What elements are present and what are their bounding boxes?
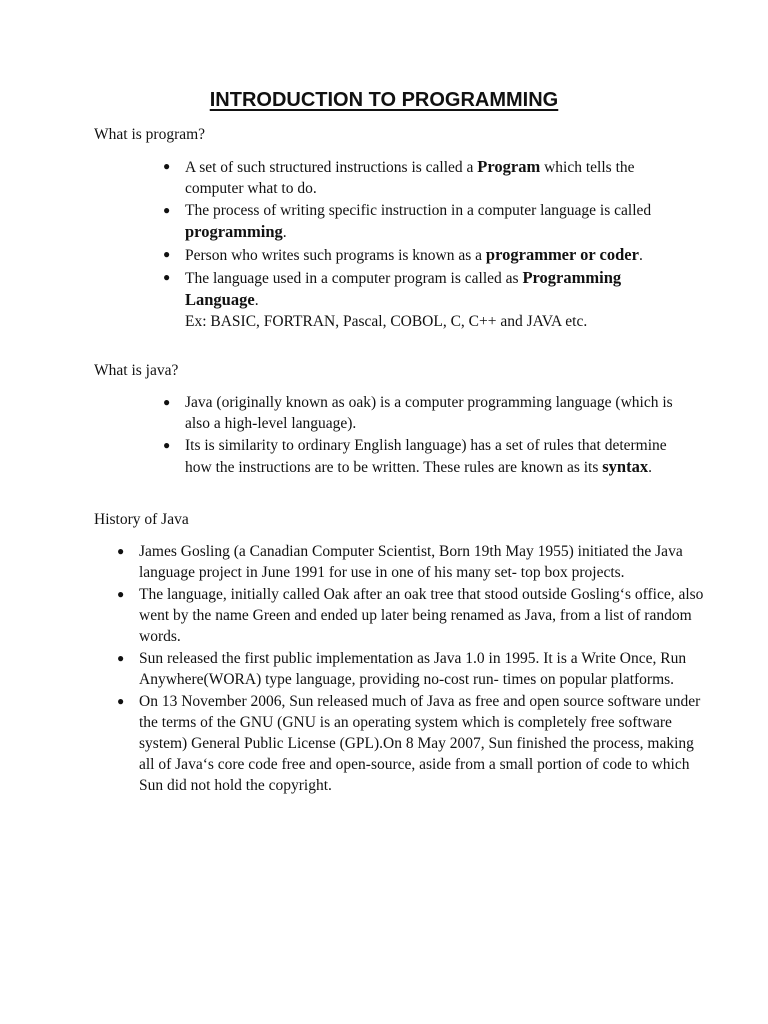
section-heading-java: What is java? <box>94 362 179 379</box>
list-item: ● Sun released the first public implementation as Java 1.0 in 1995. It is a Write Once, Run Anywhere(WORA) type language, providing no-cost run- times on popular platforms. <box>117 650 687 688</box>
bullet-icon: ● <box>163 270 171 284</box>
section-heading-history: History of Java <box>94 511 189 528</box>
list-item: ● On 13 November 2006, Sun released much of Java as free and open source software under the terms of the GNU (GNU is an operating system which is completely free software system) General Public License (GPL).On 8 May 2007, Sun finished the process, making all of Java‘s core code free and open-source, aside from a small portion of code to which Sun did not hold the copyright. <box>117 693 701 794</box>
list-item: ● Its is similarity to ordinary English language) has a set of rules that determine how the instructions are to be written. These rules are known as its syntax. <box>163 437 667 476</box>
bullet-icon: ● <box>117 651 125 665</box>
list-item: ● Person who writes such programs is known as a programmer or coder. <box>163 245 643 264</box>
bullet-icon: ● <box>163 159 171 173</box>
bullet-icon: ● <box>117 544 125 558</box>
list-item: ● James Gosling (a Canadian Computer Scientist, Born 19th May 1955) initiated the Java language project in June 1991 for use in one of his many set- top box projects. <box>117 543 683 581</box>
bullet-icon: ● <box>117 587 125 601</box>
program-bullet-list <box>163 156 685 333</box>
bullet-icon: ● <box>163 203 171 217</box>
language-examples: Ex: BASIC, FORTRAN, Pascal, COBOL, C, C++ and JAVA etc. <box>185 313 588 330</box>
section-heading-program: What is program? <box>94 126 206 143</box>
list-item: ● The language, initially called Oak after an oak tree that stood outside Gosling‘s office, also went by the name Green and ended up later being renamed as Java, from a list of random words. <box>117 586 704 645</box>
page-title <box>0 87 768 113</box>
page-title-text: INTRODUCTION TO PROGRAMMING <box>209 89 559 111</box>
java-bullet-list <box>163 392 685 479</box>
list-item: ● The process of writing specific instruction in a computer language is called programming. <box>163 202 652 241</box>
bullet-icon: ● <box>163 247 171 261</box>
history-bullet-list <box>117 541 709 797</box>
list-item: ● Java (originally known as oak) is a computer programming language (which is also a high-level language). <box>163 394 673 432</box>
list-item: ● A set of such structured instructions is called a Program which tells the computer what to do. <box>163 157 635 197</box>
bullet-icon: ● <box>117 694 125 708</box>
list-item: ● The language used in a computer program is called as Programming Language. Ex: BASIC, FORTRAN, Pascal, COBOL, C, C++ and JAVA etc. <box>163 268 622 330</box>
bullet-icon: ● <box>163 438 171 452</box>
bullet-icon: ● <box>163 395 171 409</box>
